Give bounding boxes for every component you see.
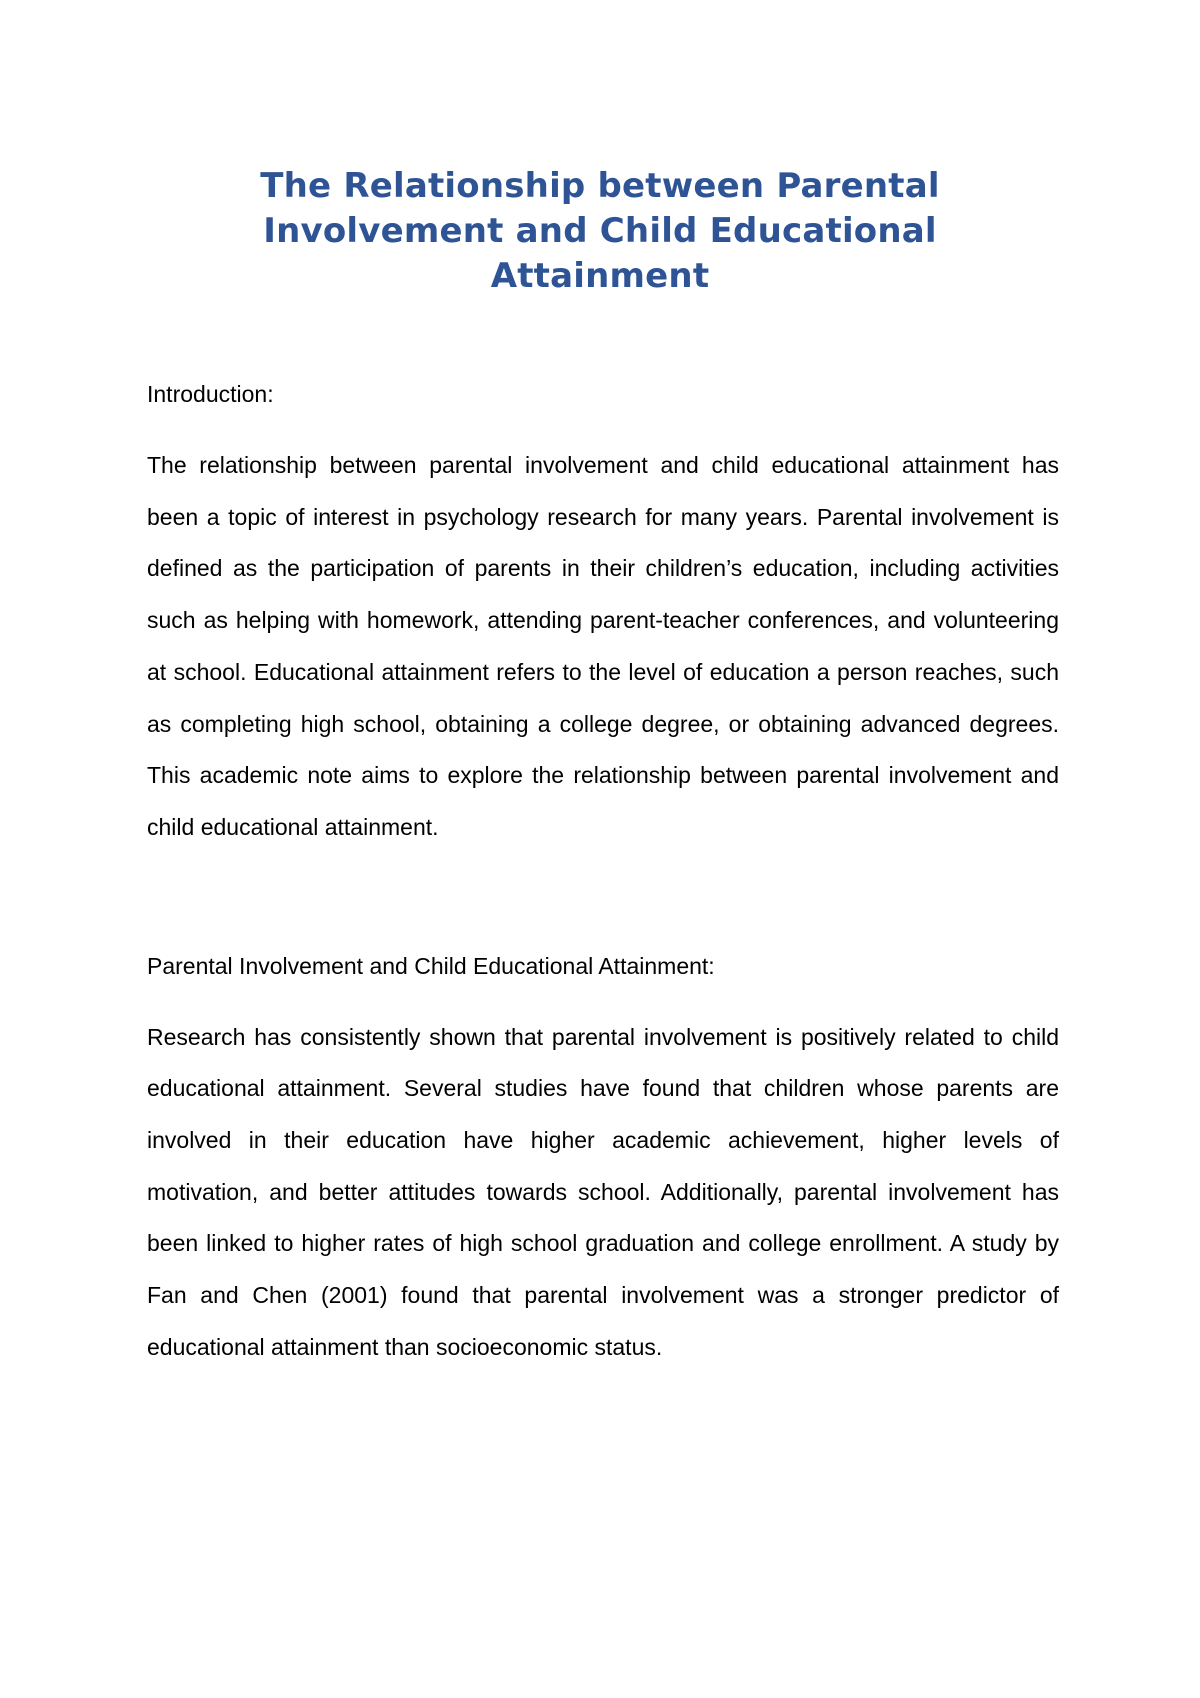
section-paragraph-introduction: The relationship between parental involvement and child educational attainment has been a topic of interest in psychology research for many years. Parental involvement is defined as the participation of parents in their children’s education, including activities such as helping with homework, attending parent-teacher conferences, and volunteering at school. Educational attainment refers to the level of education a person reaches, such as completing high school, obtaining a college degree, or obtaining advanced degrees. This academic note aims to explore the relationship between parental involvement and child educational attainment. xyxy=(147,452,1059,840)
section-heading-parental-involvement: Parental Involvement and Child Educational Attainment: xyxy=(147,952,715,979)
document-title: The Relationship between Parental Involvement and Child Educational Attainment xyxy=(260,166,940,296)
section-heading-introduction: Introduction: xyxy=(147,381,274,407)
document-body xyxy=(147,374,1059,1374)
section-paragraph-parental-involvement: Research has consistently shown that parental involvement is positively related to child educational attainment. Several studies have found that children whose parents are involved in their education have higher academic achievement, higher levels of motivation, and better attitudes towards school. Additionally, parental involvement has been linked to higher rates of high school graduation and college enrollment. A study by Fan and Chen (2001) found that parental involvement was a stronger predictor of educational attainment than socioeconomic status. xyxy=(147,1023,1059,1360)
